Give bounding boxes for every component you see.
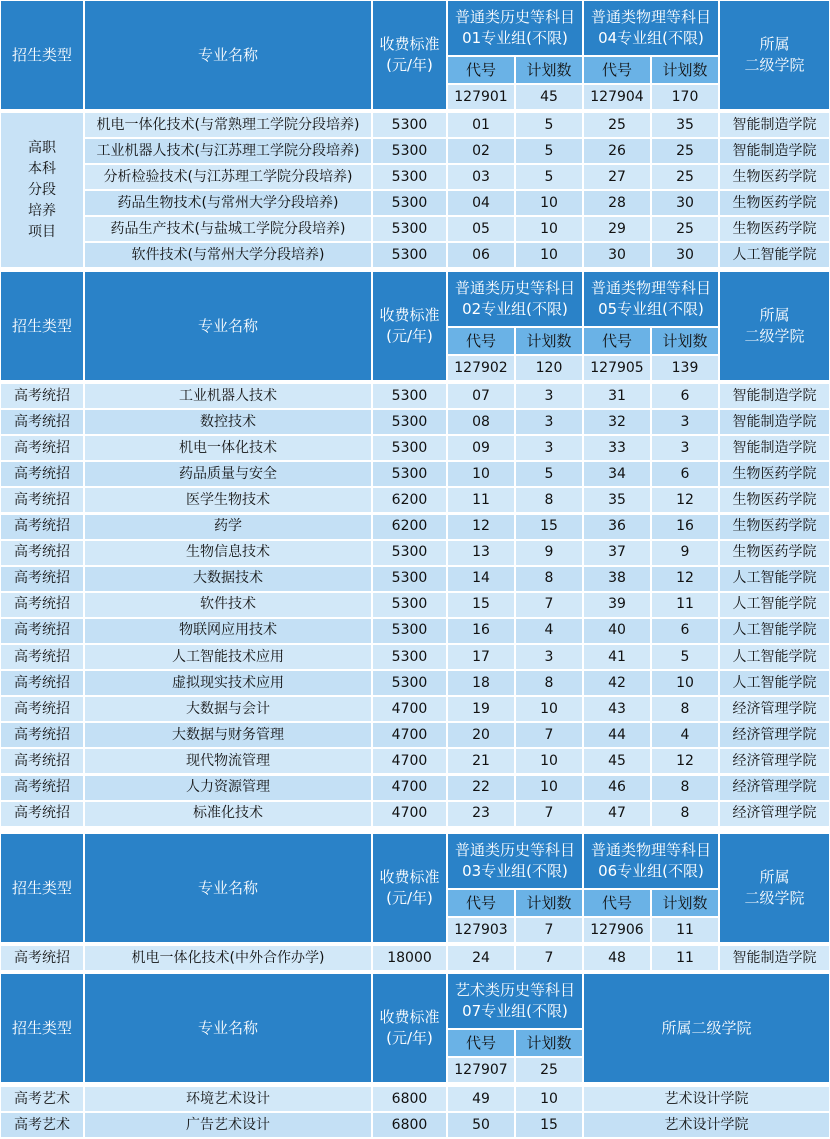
college-cell: 人工智能学院 bbox=[720, 645, 829, 669]
code-cell: 10 bbox=[448, 462, 514, 486]
major-name-cell: 工业机器人技术(与江苏理工学院分段培养) bbox=[85, 139, 371, 163]
college-cell: 生物医药学院 bbox=[720, 165, 829, 189]
header-subject-group: 普通类历史等科目 03专业组(不限) bbox=[448, 834, 582, 888]
fee-cell: 5300 bbox=[373, 671, 446, 695]
plan-cell: 8 bbox=[652, 776, 718, 800]
fee-cell: 6800 bbox=[373, 1087, 446, 1111]
fee-cell: 5300 bbox=[373, 165, 446, 189]
code-cell: 41 bbox=[584, 645, 650, 669]
college-cell: 人工智能学院 bbox=[720, 593, 829, 617]
enroll-type-cell: 高考统招 bbox=[1, 541, 83, 565]
code-cell: 39 bbox=[584, 593, 650, 617]
code-cell: 04 bbox=[448, 191, 514, 215]
plan-cell: 35 bbox=[652, 113, 718, 137]
group-plan-total: 170 bbox=[652, 85, 718, 109]
major-name-cell: 机电一体化技术 bbox=[85, 436, 371, 460]
header-subject-group: 普通类历史等科目 01专业组(不限) bbox=[448, 1, 582, 55]
code-cell: 12 bbox=[448, 515, 514, 539]
college-cell: 生物医药学院 bbox=[720, 488, 829, 512]
header-major-name: 专业名称 bbox=[85, 974, 371, 1082]
plan-cell: 3 bbox=[652, 436, 718, 460]
header-college: 所属 二级学院 bbox=[720, 272, 829, 380]
enroll-type-cell: 高考统招 bbox=[1, 593, 83, 617]
group-code: 127904 bbox=[584, 85, 650, 109]
code-cell: 03 bbox=[448, 165, 514, 189]
college-cell: 经济管理学院 bbox=[720, 776, 829, 800]
plan-cell: 3 bbox=[652, 410, 718, 434]
header-plan-label: 计划数 bbox=[652, 328, 718, 354]
major-name-cell: 机电一体化技术(中外合作办学) bbox=[85, 946, 371, 970]
code-cell: 45 bbox=[584, 749, 650, 773]
major-name-cell: 生物信息技术 bbox=[85, 541, 371, 565]
plan-cell: 30 bbox=[652, 191, 718, 215]
code-cell: 22 bbox=[448, 776, 514, 800]
fee-cell: 5300 bbox=[373, 462, 446, 486]
major-name-cell: 药品质量与安全 bbox=[85, 462, 371, 486]
fee-cell: 6200 bbox=[373, 515, 446, 539]
fee-cell: 5300 bbox=[373, 243, 446, 267]
fee-cell: 5300 bbox=[373, 619, 446, 643]
plan-cell: 10 bbox=[516, 776, 582, 800]
code-cell: 31 bbox=[584, 384, 650, 408]
code-cell: 46 bbox=[584, 776, 650, 800]
major-name-cell: 大数据与财务管理 bbox=[85, 723, 371, 747]
header-enroll-type: 招生类型 bbox=[1, 834, 83, 942]
plan-cell: 5 bbox=[516, 165, 582, 189]
plan-cell: 5 bbox=[516, 113, 582, 137]
header-major-name: 专业名称 bbox=[85, 834, 371, 942]
plan-cell: 12 bbox=[652, 488, 718, 512]
plan-cell: 4 bbox=[652, 723, 718, 747]
plan-cell: 10 bbox=[516, 749, 582, 773]
enroll-type-cell: 高考统招 bbox=[1, 645, 83, 669]
fee-cell: 5300 bbox=[373, 217, 446, 241]
enroll-type-cell: 高考统招 bbox=[1, 488, 83, 512]
header-subject-group: 普通类物理等科目 04专业组(不限) bbox=[584, 1, 718, 55]
header-code-label: 代号 bbox=[448, 328, 514, 354]
header-fee-standard: 收费标准 (元/年) bbox=[373, 1, 446, 109]
code-cell: 43 bbox=[584, 697, 650, 721]
major-name-cell: 软件技术 bbox=[85, 593, 371, 617]
category-band: 高职 本科 分段 培养 项目 bbox=[1, 113, 83, 267]
code-cell: 27 bbox=[584, 165, 650, 189]
plan-cell: 10 bbox=[652, 671, 718, 695]
header-college: 所属 二级学院 bbox=[720, 1, 829, 109]
group-code: 127903 bbox=[448, 918, 514, 942]
major-name-cell: 医学生物技术 bbox=[85, 488, 371, 512]
header-fee-standard: 收费标准 (元/年) bbox=[373, 834, 446, 942]
major-name-cell: 工业机器人技术 bbox=[85, 384, 371, 408]
enroll-type-cell: 高考统招 bbox=[1, 384, 83, 408]
code-cell: 23 bbox=[448, 802, 514, 826]
plan-cell: 6 bbox=[652, 619, 718, 643]
plan-cell: 7 bbox=[516, 593, 582, 617]
major-name-cell: 药学 bbox=[85, 515, 371, 539]
code-cell: 07 bbox=[448, 384, 514, 408]
plan-cell: 8 bbox=[652, 802, 718, 826]
major-name-cell: 药品生产技术(与盐城工学院分段培养) bbox=[85, 217, 371, 241]
major-name-cell: 虚拟现实技术应用 bbox=[85, 671, 371, 695]
fee-cell: 5300 bbox=[373, 593, 446, 617]
plan-cell: 30 bbox=[652, 243, 718, 267]
group-plan-total: 7 bbox=[516, 918, 582, 942]
header-code-label: 代号 bbox=[584, 328, 650, 354]
fee-cell: 5300 bbox=[373, 139, 446, 163]
college-cell: 经济管理学院 bbox=[720, 723, 829, 747]
plan-cell: 6 bbox=[652, 462, 718, 486]
header-plan-label: 计划数 bbox=[516, 890, 582, 916]
plan-cell: 4 bbox=[516, 619, 582, 643]
enroll-type-cell: 高考艺术 bbox=[1, 1113, 83, 1137]
header-subject-group: 普通类历史等科目 02专业组(不限) bbox=[448, 272, 582, 326]
plan-cell: 3 bbox=[516, 436, 582, 460]
code-cell: 32 bbox=[584, 410, 650, 434]
code-cell: 35 bbox=[584, 488, 650, 512]
enroll-type-cell: 高考统招 bbox=[1, 946, 83, 970]
college-cell: 智能制造学院 bbox=[720, 946, 829, 970]
plan-cell: 9 bbox=[652, 541, 718, 565]
code-cell: 29 bbox=[584, 217, 650, 241]
enroll-type-cell: 高考艺术 bbox=[1, 1087, 83, 1111]
header-subject-group: 普通类物理等科目 05专业组(不限) bbox=[584, 272, 718, 326]
code-cell: 26 bbox=[584, 139, 650, 163]
major-name-cell: 广告艺术设计 bbox=[85, 1113, 371, 1137]
college-cell: 智能制造学院 bbox=[720, 139, 829, 163]
header-code-label: 代号 bbox=[584, 57, 650, 83]
plan-cell: 11 bbox=[652, 946, 718, 970]
plan-cell: 25 bbox=[652, 217, 718, 241]
major-name-cell: 分析检验技术(与江苏理工学院分段培养) bbox=[85, 165, 371, 189]
major-name-cell: 环境艺术设计 bbox=[85, 1087, 371, 1111]
header-plan-label: 计划数 bbox=[516, 328, 582, 354]
code-cell: 48 bbox=[584, 946, 650, 970]
college-cell: 智能制造学院 bbox=[720, 436, 829, 460]
plan-cell: 8 bbox=[652, 697, 718, 721]
college-cell: 人工智能学院 bbox=[720, 243, 829, 267]
group-plan-total: 45 bbox=[516, 85, 582, 109]
plan-cell: 8 bbox=[516, 671, 582, 695]
header-code-label: 代号 bbox=[448, 1030, 514, 1056]
fee-cell: 5300 bbox=[373, 191, 446, 215]
plan-cell: 25 bbox=[652, 139, 718, 163]
code-cell: 36 bbox=[584, 515, 650, 539]
enroll-type-cell: 高考统招 bbox=[1, 410, 83, 434]
code-cell: 11 bbox=[448, 488, 514, 512]
fee-cell: 6800 bbox=[373, 1113, 446, 1137]
enroll-type-cell: 高考统招 bbox=[1, 436, 83, 460]
code-cell: 01 bbox=[448, 113, 514, 137]
major-name-cell: 机电一体化技术(与常熟理工学院分段培养) bbox=[85, 113, 371, 137]
group-code: 127905 bbox=[584, 356, 650, 380]
group-code: 127906 bbox=[584, 918, 650, 942]
code-cell: 49 bbox=[448, 1087, 514, 1111]
header-plan-label: 计划数 bbox=[516, 57, 582, 83]
fee-cell: 5300 bbox=[373, 645, 446, 669]
header-enroll-type: 招生类型 bbox=[1, 272, 83, 380]
enroll-type-cell: 高考统招 bbox=[1, 697, 83, 721]
college-cell: 艺术设计学院 bbox=[584, 1087, 829, 1111]
college-cell: 生物医药学院 bbox=[720, 217, 829, 241]
group-plan-total: 120 bbox=[516, 356, 582, 380]
code-cell: 38 bbox=[584, 567, 650, 591]
header-fee-standard: 收费标准 (元/年) bbox=[373, 974, 446, 1082]
code-cell: 20 bbox=[448, 723, 514, 747]
header-enroll-type: 招生类型 bbox=[1, 974, 83, 1082]
major-name-cell: 大数据技术 bbox=[85, 567, 371, 591]
group-code: 127901 bbox=[448, 85, 514, 109]
plan-cell: 7 bbox=[516, 946, 582, 970]
fee-cell: 6200 bbox=[373, 488, 446, 512]
header-code-label: 代号 bbox=[584, 890, 650, 916]
plan-cell: 15 bbox=[516, 515, 582, 539]
code-cell: 37 bbox=[584, 541, 650, 565]
group-plan-total: 11 bbox=[652, 918, 718, 942]
major-name-cell: 人工智能技术应用 bbox=[85, 645, 371, 669]
plan-cell: 5 bbox=[516, 462, 582, 486]
group-code: 127907 bbox=[448, 1058, 514, 1082]
code-cell: 42 bbox=[584, 671, 650, 695]
code-cell: 25 bbox=[584, 113, 650, 137]
major-name-cell: 药品生物技术(与常州大学分段培养) bbox=[85, 191, 371, 215]
group-plan-total: 139 bbox=[652, 356, 718, 380]
plan-cell: 25 bbox=[652, 165, 718, 189]
header-college: 所属 二级学院 bbox=[720, 834, 829, 942]
fee-cell: 4700 bbox=[373, 723, 446, 747]
plan-cell: 8 bbox=[516, 567, 582, 591]
fee-cell: 5300 bbox=[373, 384, 446, 408]
code-cell: 50 bbox=[448, 1113, 514, 1137]
header-code-label: 代号 bbox=[448, 890, 514, 916]
plan-cell: 12 bbox=[652, 567, 718, 591]
code-cell: 09 bbox=[448, 436, 514, 460]
college-cell: 生物医药学院 bbox=[720, 541, 829, 565]
code-cell: 13 bbox=[448, 541, 514, 565]
fee-cell: 18000 bbox=[373, 946, 446, 970]
code-cell: 18 bbox=[448, 671, 514, 695]
college-cell: 智能制造学院 bbox=[720, 113, 829, 137]
fee-cell: 4700 bbox=[373, 697, 446, 721]
fee-cell: 5300 bbox=[373, 541, 446, 565]
college-cell: 经济管理学院 bbox=[720, 697, 829, 721]
college-cell: 生物医药学院 bbox=[720, 515, 829, 539]
header-enroll-type: 招生类型 bbox=[1, 1, 83, 109]
plan-cell: 5 bbox=[652, 645, 718, 669]
enroll-type-cell: 高考统招 bbox=[1, 802, 83, 826]
code-cell: 06 bbox=[448, 243, 514, 267]
major-name-cell: 大数据与会计 bbox=[85, 697, 371, 721]
header-fee-standard: 收费标准 (元/年) bbox=[373, 272, 446, 380]
plan-cell: 5 bbox=[516, 139, 582, 163]
header-code-label: 代号 bbox=[448, 57, 514, 83]
fee-cell: 5300 bbox=[373, 410, 446, 434]
code-cell: 40 bbox=[584, 619, 650, 643]
major-name-cell: 物联网应用技术 bbox=[85, 619, 371, 643]
header-major-name: 专业名称 bbox=[85, 1, 371, 109]
plan-cell: 3 bbox=[516, 645, 582, 669]
enroll-type-cell: 高考统招 bbox=[1, 515, 83, 539]
code-cell: 08 bbox=[448, 410, 514, 434]
enroll-type-cell: 高考统招 bbox=[1, 671, 83, 695]
code-cell: 02 bbox=[448, 139, 514, 163]
major-name-cell: 软件技术(与常州大学分段培养) bbox=[85, 243, 371, 267]
header-plan-label: 计划数 bbox=[652, 57, 718, 83]
college-cell: 经济管理学院 bbox=[720, 802, 829, 826]
header-college: 所属二级学院 bbox=[584, 974, 829, 1082]
plan-cell: 15 bbox=[516, 1113, 582, 1137]
code-cell: 44 bbox=[584, 723, 650, 747]
header-plan-label: 计划数 bbox=[652, 890, 718, 916]
code-cell: 30 bbox=[584, 243, 650, 267]
plan-cell: 10 bbox=[516, 191, 582, 215]
code-cell: 33 bbox=[584, 436, 650, 460]
fee-cell: 4700 bbox=[373, 802, 446, 826]
fee-cell: 5300 bbox=[373, 113, 446, 137]
plan-cell: 10 bbox=[516, 243, 582, 267]
fee-cell: 5300 bbox=[373, 436, 446, 460]
fee-cell: 5300 bbox=[373, 567, 446, 591]
plan-cell: 3 bbox=[516, 410, 582, 434]
code-cell: 34 bbox=[584, 462, 650, 486]
plan-cell: 12 bbox=[652, 749, 718, 773]
plan-cell: 7 bbox=[516, 802, 582, 826]
plan-cell: 9 bbox=[516, 541, 582, 565]
college-cell: 人工智能学院 bbox=[720, 619, 829, 643]
major-name-cell: 数控技术 bbox=[85, 410, 371, 434]
plan-cell: 3 bbox=[516, 384, 582, 408]
header-subject-group: 艺术类历史等科目 07专业组(不限) bbox=[448, 974, 582, 1028]
major-name-cell: 标准化技术 bbox=[85, 802, 371, 826]
code-cell: 47 bbox=[584, 802, 650, 826]
plan-cell: 11 bbox=[652, 593, 718, 617]
plan-cell: 10 bbox=[516, 217, 582, 241]
fee-cell: 4700 bbox=[373, 749, 446, 773]
college-cell: 艺术设计学院 bbox=[584, 1113, 829, 1137]
plan-cell: 10 bbox=[516, 697, 582, 721]
plan-cell: 10 bbox=[516, 1087, 582, 1111]
enroll-type-cell: 高考统招 bbox=[1, 462, 83, 486]
enroll-type-cell: 高考统招 bbox=[1, 723, 83, 747]
code-cell: 21 bbox=[448, 749, 514, 773]
enroll-type-cell: 高考统招 bbox=[1, 749, 83, 773]
code-cell: 16 bbox=[448, 619, 514, 643]
plan-cell: 6 bbox=[652, 384, 718, 408]
major-name-cell: 人力资源管理 bbox=[85, 776, 371, 800]
code-cell: 05 bbox=[448, 217, 514, 241]
code-cell: 17 bbox=[448, 645, 514, 669]
code-cell: 14 bbox=[448, 567, 514, 591]
plan-cell: 8 bbox=[516, 488, 582, 512]
college-cell: 人工智能学院 bbox=[720, 671, 829, 695]
enroll-type-cell: 高考统招 bbox=[1, 776, 83, 800]
header-subject-group: 普通类物理等科目 06专业组(不限) bbox=[584, 834, 718, 888]
code-cell: 28 bbox=[584, 191, 650, 215]
college-cell: 智能制造学院 bbox=[720, 384, 829, 408]
college-cell: 生物医药学院 bbox=[720, 191, 829, 215]
college-cell: 经济管理学院 bbox=[720, 749, 829, 773]
plan-cell: 7 bbox=[516, 723, 582, 747]
college-cell: 人工智能学院 bbox=[720, 567, 829, 591]
major-name-cell: 现代物流管理 bbox=[85, 749, 371, 773]
fee-cell: 4700 bbox=[373, 776, 446, 800]
group-code: 127902 bbox=[448, 356, 514, 380]
header-plan-label: 计划数 bbox=[516, 1030, 582, 1056]
enroll-type-cell: 高考统招 bbox=[1, 619, 83, 643]
enroll-type-cell: 高考统招 bbox=[1, 567, 83, 591]
plan-cell: 16 bbox=[652, 515, 718, 539]
code-cell: 24 bbox=[448, 946, 514, 970]
code-cell: 19 bbox=[448, 697, 514, 721]
code-cell: 15 bbox=[448, 593, 514, 617]
group-plan-total: 25 bbox=[516, 1058, 582, 1082]
college-cell: 智能制造学院 bbox=[720, 410, 829, 434]
header-major-name: 专业名称 bbox=[85, 272, 371, 380]
college-cell: 生物医药学院 bbox=[720, 462, 829, 486]
